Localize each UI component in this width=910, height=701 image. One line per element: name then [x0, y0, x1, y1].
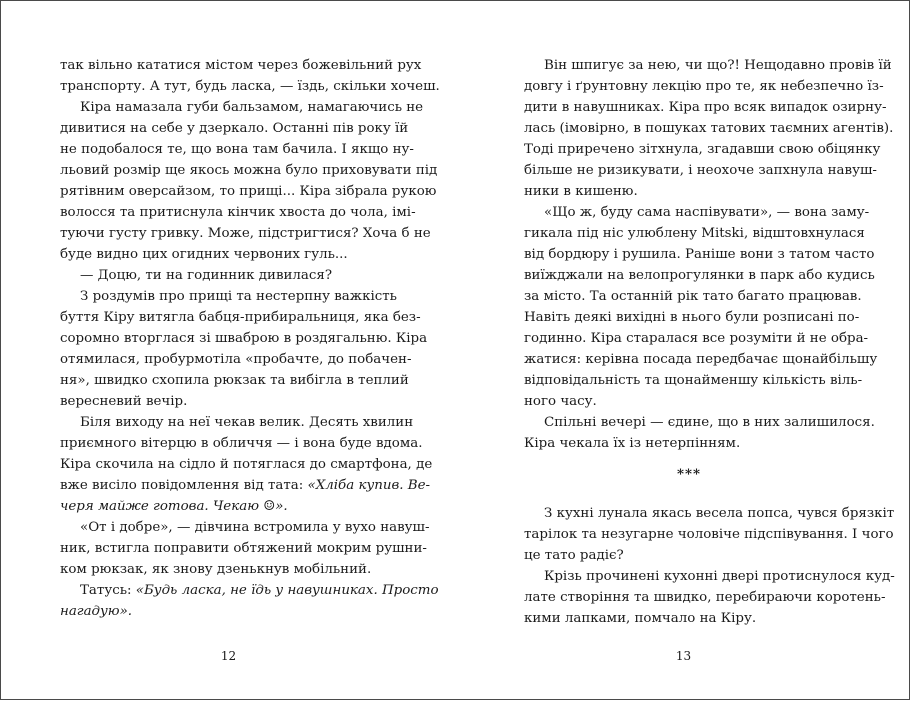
- text-line: лате створіння та швидко, перебираючи коротень-: [524, 590, 886, 605]
- text-line: вересневий вечір.: [60, 394, 188, 409]
- text-line: Кіра чекала їх із нетерпінням.: [524, 436, 741, 451]
- right-page-number: 13: [675, 649, 692, 663]
- text-line: отямилася, пробурмотіла «пробачте, до побачен-: [60, 352, 412, 367]
- text-line: вже висіло повідомлення від тата: «Хліба купив. Ве-: [60, 478, 431, 493]
- text-line: нагадую».: [60, 604, 133, 619]
- text-line: ня», швидко схопила рюкзак та вибігла в теплий: [60, 373, 409, 388]
- section-separator: ***: [676, 466, 701, 482]
- text-line: рятівним оверсайзом, то прищі... Кіра зібрала рукою: [60, 184, 437, 199]
- text-line: Навіть деякі вихідні в нього були розписані по-: [524, 310, 860, 325]
- text-line: жатися: керівна посада передбачає щонайбільшу: [524, 352, 878, 367]
- text-line: «От і добре», — дівчина встромила у вухо навуш-: [80, 520, 430, 535]
- text-line: більше не ризикувати, і неохоче запхнула навуш-: [524, 163, 877, 178]
- text-line: ком рюкзак, як знову дзенькнув мобільний.: [60, 562, 372, 577]
- text-line: довгу і ґрунтовну лекцію про те, як небезпечно їз-: [524, 79, 884, 94]
- left-page-text: [60, 55, 440, 622]
- text-line: льовий розмір ще якось можна було приховувати під: [60, 163, 438, 178]
- text-line: не подобалося те, що вона там бачила. І якщо ну-: [60, 142, 414, 157]
- text-line: волосся та притиснула кінчик хвоста до чола, імі-: [60, 205, 416, 220]
- text-line: гикала під ніс улюблену Mitski, відштовхнулася: [524, 226, 865, 241]
- left-page: [1, 1, 456, 701]
- text-line: соромно вторглася зі шваброю в роздягальню. Кіра: [60, 331, 428, 346]
- text-line: буде видно цих огидних червоних гуль...: [60, 247, 348, 262]
- text-line: дити в навушниках. Кіра про всяк випадок озирну-: [524, 100, 887, 115]
- text-line: «Що ж, буду сама наспівувати», — вона заму-: [544, 205, 870, 220]
- text-line: буття Кіру витягла бабця-прибиральниця, яка без-: [60, 310, 421, 325]
- text-line: годинно. Кіра старалася все розуміти й не обра-: [524, 331, 869, 346]
- text-line: приємного вітерцю в обличчя — і вона буде вдома.: [60, 436, 423, 451]
- text-line: З кухні лунала якась весела попса, чувся брязкіт: [544, 506, 895, 521]
- text-line: Він шпигує за нею, чи що?! Нещодавно провів їй: [544, 58, 892, 73]
- text-line: так вільно кататися містом через божевільний рух: [60, 58, 422, 73]
- right-page-text: [524, 55, 895, 629]
- text-line: кими лапками, помчало на Кіру.: [524, 611, 757, 626]
- text-line: ник, встигла поправити обтяжений мокрим рушни-: [60, 541, 427, 556]
- text-line: Тоді приречено зітхнула, згадавши свою обіцянку: [524, 142, 881, 157]
- text-line: Кіра скочила на сідло й потяглася до смартфона, де: [60, 457, 433, 472]
- text-line: черя майже готова. Чекаю ☺».: [60, 499, 288, 514]
- text-line: — Доцю, ти на годинник дивилася?: [80, 268, 333, 283]
- left-page-number: 12: [220, 649, 237, 663]
- text-line: відповідальність та щонайменшу кількість віль-: [524, 373, 863, 388]
- text-line: Татусь: «Будь ласка, не їдь у навушниках. Просто: [80, 583, 439, 598]
- text-line: Крізь прочинені кухонні двері протиснулося куд-: [544, 569, 895, 584]
- text-line: туючи густу гривку. Може, підстригтися? Хоча б не: [60, 226, 431, 241]
- text-line: Кіра намазала губи бальзамом, намагаючись не: [80, 100, 424, 115]
- text-line: за місто. Та останній рік тато багато працював.: [524, 289, 862, 304]
- text-line: Біля виходу на неї чекав велик. Десять хвилин: [80, 415, 414, 430]
- right-page: [456, 1, 910, 701]
- text-line: тарілок та незугарне чоловіче підспівування. І чого: [524, 527, 894, 542]
- text-line: Спільні вечері — єдине, що в них залишилося.: [544, 415, 875, 430]
- text-line: транспорту. А тут, будь ласка, — їздь, скільки хочеш.: [60, 79, 440, 94]
- text-line: лась (імовірно, в пошуках татових таємних агентів).: [524, 121, 894, 136]
- text-line: ники в кишеню.: [524, 184, 638, 199]
- text-line: виїжджали на велопрогулянки в парк або кудись: [524, 268, 875, 283]
- text-line: З роздумів про прищі та нестерпну важкість: [80, 289, 397, 304]
- text-line: це тато радіє?: [524, 548, 624, 563]
- text-line: дивитися на себе у дзеркало. Останні пів року їй: [60, 121, 409, 136]
- text-line: від бордюру і рушила. Раніше вони з татом часто: [524, 247, 875, 262]
- text-line: ного часу.: [524, 394, 597, 409]
